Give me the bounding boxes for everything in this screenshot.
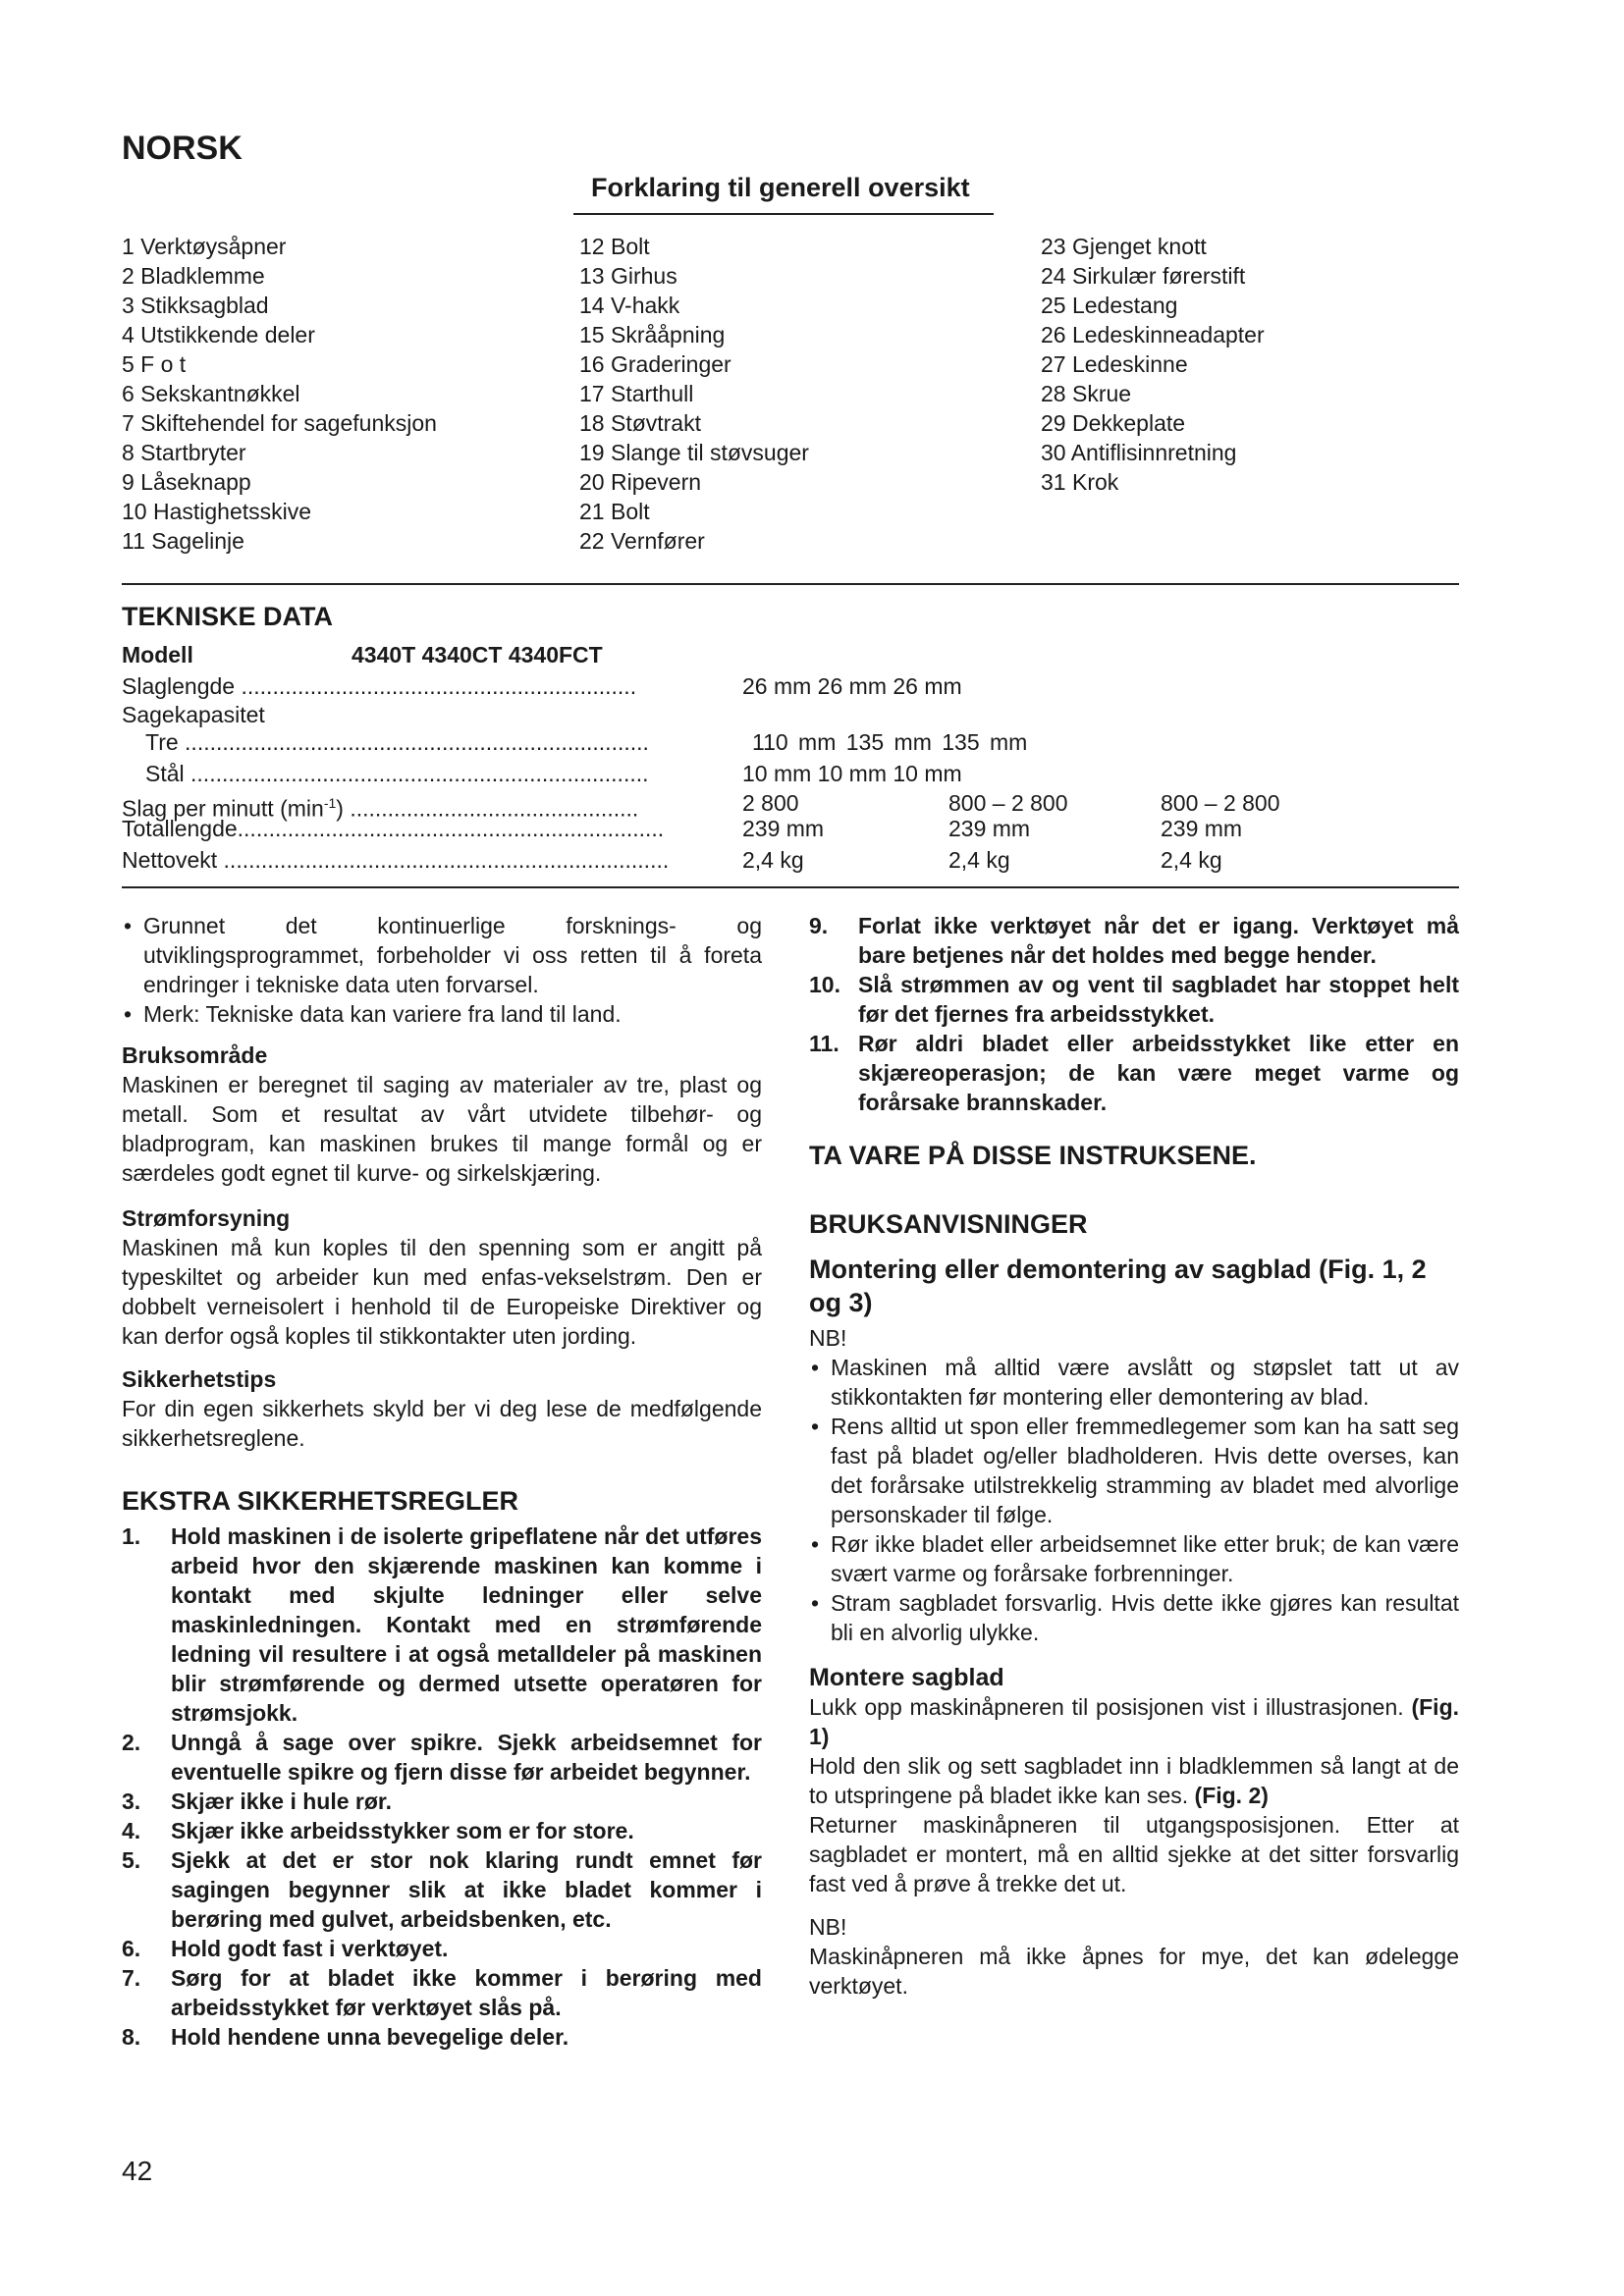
rule-text: Sørg for at bladet ikke kommer i berøring med arbeidsstykket før verktøyet slås på.	[171, 1965, 762, 2020]
use-title: Bruksområde	[122, 1042, 268, 1068]
model-numbers: 4340T 4340CT 4340FCT	[352, 642, 603, 667]
part-item: 28 Skrue	[1041, 381, 1132, 406]
rule-number: 9.	[809, 913, 829, 938]
rule-number: 6.	[122, 1936, 141, 1961]
weight-value-1: 2,4 kg	[742, 847, 804, 873]
part-item: 25 Ledestang	[1041, 293, 1178, 318]
list-item: • Grunnet det kontinuerlige forsknings- og utviklingsprogrammet, forbeholder vi oss retten til å foreta endringer i tekniske data uten forvarsel.	[124, 913, 762, 997]
rule-text: Slå strømmen av og vent til sagbladet har stoppet helt før det fjernes fra arbeidsstykket.	[858, 972, 1459, 1027]
length-label: Totallengde	[122, 816, 238, 841]
rule-item	[122, 1728, 762, 1787]
leader-dots: ..........................................................................	[185, 729, 649, 755]
part-item: 29 Dekkeplate	[1041, 410, 1186, 436]
rule-text: Hold godt fast i verktøyet.	[171, 1936, 449, 1961]
rule-text: Skjær ikke i hule rør.	[171, 1789, 392, 1814]
steel-label: Stål	[145, 761, 185, 786]
part-item: 18 Støvtrakt	[579, 410, 701, 436]
power-title: Strømforsyning	[122, 1205, 291, 1231]
weight-value-3: 2,4 kg	[1161, 847, 1222, 873]
part-item: 21 Bolt	[579, 499, 650, 524]
bullet-icon: •	[124, 913, 133, 938]
wood-row	[145, 727, 649, 757]
part-item: 26 Ledeskinneadapter	[1041, 322, 1265, 347]
wood-label: Tre	[145, 729, 179, 755]
part-item: 2 Bladklemme	[122, 263, 265, 289]
nb-text: Maskinåpneren må ikke åpnes for mye, det kan ødelegge verktøyet.	[809, 1944, 1459, 1999]
leader-dots: ....................................................................	[237, 816, 665, 841]
rule-item	[122, 1522, 762, 1728]
wood-value: 110 mm 135 mm 135 mm	[752, 729, 1028, 755]
nb-label: NB!	[809, 1914, 847, 1940]
power-text: Maskinen må kun koples til den spenning som er angitt på typeskiltet og arbeider kun med enfas-vekselstrøm. Den er dobbelt verneisolert i henhold til de Europeiske Direktiver og kan derfor også koples til stikkontakter uten jording.	[122, 1235, 762, 1349]
rule-number: 4.	[122, 1818, 141, 1843]
specs-title: TEKNISKE DATA	[122, 602, 333, 631]
rule-item	[809, 911, 1459, 970]
rule-text: Hold hendene unna bevegelige deler.	[171, 2024, 569, 2050]
part-item: 30 Antiflisinnretning	[1041, 440, 1237, 465]
part-item: 9 Låseknapp	[122, 469, 251, 495]
extra-rules-list-cont	[809, 911, 1459, 1117]
instructions-title: BRUKSANVISNINGER	[809, 1209, 1088, 1239]
rule-item	[122, 1787, 762, 1816]
parts-list-col2	[579, 232, 809, 556]
rule-text: Hold maskinen i de isolerte gripeflatene når det utføres arbeid hvor den skjærende maskinen kan komme i kontakt med skjulte ledninger eller selve maskinledningen. Kontakt med en strømførende ledning vil resultere i at også metalldeler på maskinen blir strømførende og dermed utsette operatøren for strømsjokk.	[171, 1523, 762, 1726]
mount-notes-list	[809, 1353, 1459, 1647]
stroke-row	[122, 671, 636, 701]
parts-list-col3	[1041, 232, 1265, 497]
rule-text: Rør aldri bladet eller arbeidsstykket like etter en skjæreoperasjon; de kan være meget varme og forårsake brannskader.	[858, 1031, 1459, 1115]
list-item: • Rens alltid ut spon eller fremmedlegemer som kan ha satt seg fast på bladet og/eller bladholderen. Hvis dette overses, kan det forårsake utilstrekkelig stramming av bladet med alvorlige personskader til følge.	[811, 1414, 1459, 1527]
stroke-label: Slaglengde	[122, 673, 236, 699]
extra-rules-title: EKSTRA SIKKERHETSREGLER	[122, 1486, 519, 1516]
spm-value-2: 800 – 2 800	[948, 790, 1068, 816]
part-item: 3 Stikksagblad	[122, 293, 269, 318]
left-column	[122, 911, 762, 2052]
overview-title-rule	[573, 213, 994, 215]
bullet-icon: •	[124, 1001, 133, 1027]
list-item: • Rør ikke bladet eller arbeidsemnet like etter bruk; de kan være svært varme og forårsake forbrenninger.	[811, 1531, 1459, 1586]
fit-blade-text: Lukk opp maskinåpneren til posisjonen vist i illustrasjonen. (Fig. 1) Hold den slik og sett sagbladet inn i bladklemmen så langt at de to utspringene på bladet ikke kan ses. (Fig. 2) Returner maskinåpneren til utgangsposisjonen. Etter at sagbladet er montert, må en alltid sjekke at det sitter forsvarlig fast ved å prøve å trekke det ut.	[809, 1694, 1460, 1896]
leader-dots: .........................................................................	[190, 761, 649, 786]
keep-instructions-title: TA VARE PÅ DISSE INSTRUKSENE.	[809, 1141, 1257, 1170]
part-item: 11 Sagelinje	[122, 528, 244, 554]
bullet-icon: •	[811, 1531, 820, 1557]
spm-sup: -1	[323, 795, 337, 811]
length-value-2: 239 mm	[948, 816, 1031, 841]
rule-item	[122, 1845, 762, 1934]
part-item: 24 Sirkulær førerstift	[1041, 263, 1246, 289]
fig-reference: (Fig. 1)	[809, 1694, 1460, 1749]
list-item: • Stram sagbladet forsvarlig. Hvis dette ikke gjøres kan resultat bli en alvorlig ulykke.	[811, 1590, 1459, 1645]
part-item: 12 Bolt	[579, 234, 650, 259]
weight-row	[122, 845, 669, 875]
part-item: 16 Graderinger	[579, 351, 731, 377]
rule-text: Forlat ikke verktøyet når det er igang. Verktøyet må bare betjenes når det holdes med begge hender.	[858, 913, 1459, 968]
rule-number: 10.	[809, 972, 840, 997]
part-item: 4 Utstikkende deler	[122, 322, 315, 347]
leader-dots: .......................................................................	[223, 847, 670, 873]
spm-label: Slag per minutt (min	[122, 795, 324, 822]
spm-close: )	[336, 795, 344, 822]
rule-item	[122, 1934, 762, 1963]
divider-top	[122, 583, 1459, 585]
rule-number: 2.	[122, 1730, 141, 1755]
part-item: 31 Krok	[1041, 469, 1119, 495]
stroke-value: 26 mm 26 mm 26 mm	[742, 673, 962, 699]
part-item: 27 Ledeskinne	[1041, 351, 1188, 377]
spm-value-1: 2 800	[742, 790, 799, 816]
safety-title: Sikkerhetstips	[122, 1366, 277, 1392]
leader-dots: ...............................................................	[241, 673, 637, 699]
part-item: 10 Hastighetsskive	[122, 499, 312, 524]
part-item: 17 Starthull	[579, 381, 694, 406]
rule-number: 11.	[809, 1031, 839, 1056]
part-item: 14 V-hakk	[579, 293, 680, 318]
weight-value-2: 2,4 kg	[948, 847, 1010, 873]
rule-text: Sjekk at det er stor nok klaring rundt emnet før sagingen begynner slik at ikke bladet kommer i berøring med gulvet, arbeidsbenken, etc.	[171, 1847, 762, 1932]
part-item: 5 F o t	[122, 351, 187, 377]
rule-number: 7.	[122, 1965, 141, 1991]
part-item: 1 Verktøysåpner	[122, 234, 287, 259]
safety-text: For din egen sikkerhets skyld ber vi deg lese de medfølgende sikkerhetsreglene.	[122, 1396, 762, 1451]
mount-blade-title: Montering eller demontering av sagblad (Fig. 1, 2 og 3)	[809, 1255, 1427, 1317]
overview-title: Forklaring til generell oversikt	[591, 173, 970, 202]
rule-item	[122, 1963, 762, 2022]
page-number: 42	[122, 2156, 153, 2186]
rule-number: 1.	[122, 1523, 141, 1549]
part-item: 20 Ripevern	[579, 469, 702, 495]
part-item: 7 Skiftehendel for sagefunksjon	[122, 410, 437, 436]
length-value-1: 239 mm	[742, 816, 825, 841]
length-row	[122, 814, 664, 843]
bullet-icon: •	[811, 1414, 820, 1439]
part-item: 19 Slange til støvsuger	[579, 440, 809, 465]
leader-dots: ..............................................	[350, 795, 639, 822]
bullet-icon: •	[811, 1590, 820, 1616]
model-label: Modell	[122, 642, 193, 667]
capacity-label: Sagekapasitet	[122, 702, 265, 727]
spm-value-3: 800 – 2 800	[1161, 790, 1280, 816]
weight-label: Nettovekt	[122, 847, 218, 873]
rule-item	[809, 1029, 1459, 1117]
rule-text: Skjær ikke arbeidsstykker som er for store.	[171, 1818, 634, 1843]
part-item: 13 Girhus	[579, 263, 677, 289]
nb-label: NB!	[809, 1325, 847, 1351]
length-value-3: 239 mm	[1161, 816, 1243, 841]
rule-item	[122, 1816, 762, 1845]
language-heading: NORSK	[122, 130, 243, 167]
rule-text: Unngå å sage over spikre. Sjekk arbeidsemnet for eventuelle spikre og fjern disse før arbeidet begynner.	[171, 1730, 762, 1785]
rule-number: 8.	[122, 2024, 141, 2050]
use-text: Maskinen er beregnet til saging av materialer av tre, plast og metall. Som et resultat av vårt utvidete tilbehør- og bladprogram, kan maskinen brukes til mange formål og er særdeles godt egnet til kurve- og sirkelskjæring.	[122, 1072, 762, 1186]
right-column	[809, 911, 1459, 2001]
part-item: 23 Gjenget knott	[1041, 234, 1207, 259]
part-item: 8 Startbryter	[122, 440, 246, 465]
steel-row	[145, 759, 649, 788]
bullet-icon: •	[811, 1355, 820, 1380]
fig-reference: (Fig. 2)	[1194, 1783, 1269, 1808]
divider-specs	[122, 886, 1459, 888]
part-item: 15 Skrååpning	[579, 322, 726, 347]
steel-value: 10 mm 10 mm 10 mm	[742, 761, 962, 786]
rule-item	[122, 2022, 762, 2052]
rule-item	[809, 970, 1459, 1029]
extra-rules-list	[122, 1522, 762, 2052]
rule-number: 5.	[122, 1847, 141, 1873]
fit-blade-title: Montere sagblad	[809, 1664, 1004, 1691]
list-item: • Maskinen må alltid være avslått og støpslet tatt ut av stikkontakten før montering eller demontering av blad.	[811, 1355, 1459, 1410]
list-item: • Merk: Tekniske data kan variere fra land til land.	[124, 1001, 622, 1027]
part-item: 6 Sekskantnøkkel	[122, 381, 300, 406]
part-item: 22 Vernfører	[579, 528, 705, 554]
rule-number: 3.	[122, 1789, 141, 1814]
parts-list-col1	[122, 232, 437, 556]
